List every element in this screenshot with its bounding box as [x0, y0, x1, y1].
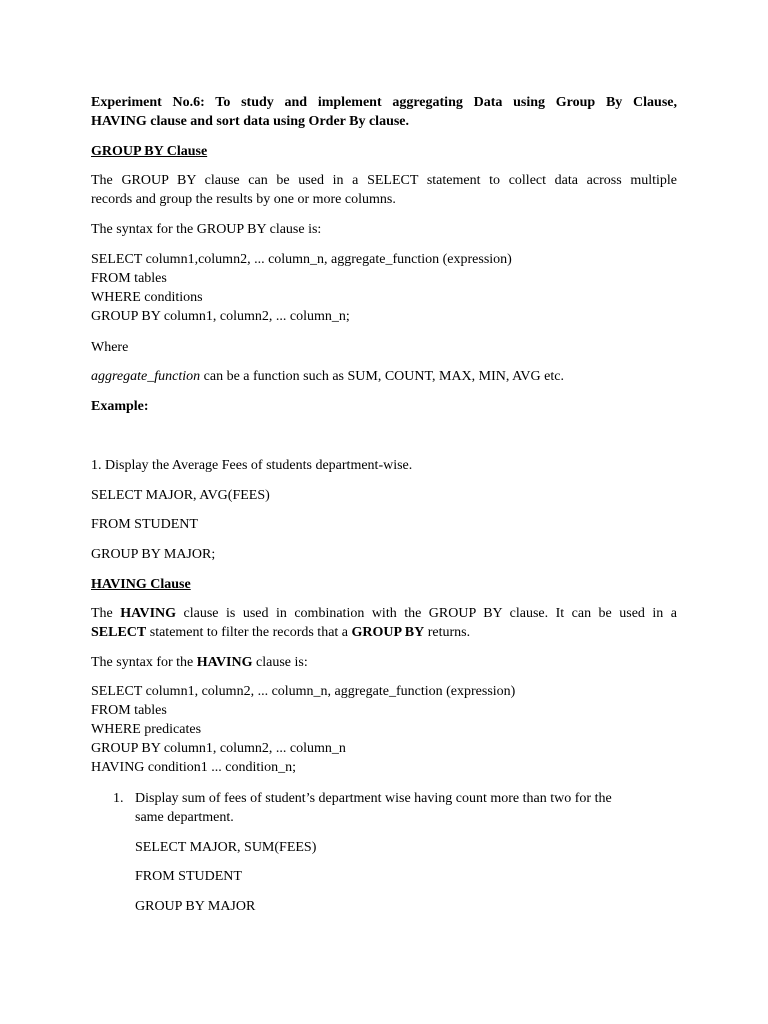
groupby-heading: GROUP BY Clause — [91, 144, 208, 159]
having-heading: HAVING Clause — [91, 577, 191, 592]
aggregate-function-desc — [91, 367, 677, 386]
experiment-title-cont — [91, 112, 677, 131]
having-keyword: HAVING — [120, 606, 177, 621]
groupby-syntax-line: FROM tables — [91, 271, 167, 286]
experiment-title — [91, 93, 677, 112]
title-line-1: Experiment No.6: To study and implement aggregating Data using Group By Clause, — [91, 95, 677, 110]
having-desc-part: The — [91, 606, 121, 621]
having-syntax-line: SELECT column1, column2, ... column_n, aggregate_function (expression) — [91, 684, 516, 699]
list-item-number: 1. — [113, 791, 124, 806]
having-desc-part: statement to filter the records that a — [146, 625, 352, 640]
groupby-desc-text-1: The GROUP BY clause can be used in a SELECT statement to collect data across multiple — [91, 173, 677, 188]
having-syntax-line: WHERE predicates — [91, 722, 202, 737]
select-keyword: SELECT — [91, 625, 147, 640]
having-syntax-intro-part: The syntax for the — [91, 655, 197, 670]
groupby-desc-line-1 — [91, 171, 677, 190]
groupby-query-line: GROUP BY MAJOR; — [91, 547, 216, 562]
having-syntax-line: HAVING condition1 ... condition_n; — [91, 760, 297, 775]
having-syntax-intro — [91, 653, 677, 672]
aggregate-function-term: aggregate_function — [91, 369, 201, 384]
having-desc-line-2 — [91, 623, 677, 642]
having-desc-text-1 — [91, 604, 677, 623]
where-label: Where — [91, 340, 129, 355]
list-item-line: same department. — [135, 810, 234, 825]
having-syntax-block — [91, 682, 677, 777]
having-desc-line-1 — [91, 604, 677, 623]
groupby-keyword: GROUP BY — [351, 625, 425, 640]
groupby-desc-line-2: records and group the results by one or more columns. — [91, 192, 396, 207]
groupby-syntax-line: SELECT column1,column2, ... column_n, aggregate_function (expression) — [91, 252, 512, 267]
example-1-text: 1. Display the Average Fees of students department-wise. — [91, 458, 413, 473]
having-syntax-intro-part: clause is: — [252, 655, 308, 670]
having-query-line: SELECT MAJOR, SUM(FEES) — [135, 840, 317, 855]
having-syntax-line: GROUP BY column1, column2, ... column_n — [91, 741, 346, 756]
groupby-syntax-block — [91, 250, 677, 326]
example-label: Example: — [91, 399, 149, 414]
having-query-line: GROUP BY MAJOR — [135, 899, 256, 914]
having-desc-part: returns. — [424, 625, 471, 640]
groupby-syntax-intro: The syntax for the GROUP BY clause is: — [91, 222, 322, 237]
having-desc-part: clause is used in combination with the GROUP BY clause. It can be used in a — [176, 606, 678, 621]
having-query-line: FROM STUDENT — [135, 869, 242, 884]
list-item-line: Display sum of fees of student’s department wise having count more than two for the — [135, 791, 612, 806]
having-syntax-line: FROM tables — [91, 703, 167, 718]
having-keyword: HAVING — [196, 655, 253, 670]
groupby-syntax-line: GROUP BY column1, column2, ... column_n; — [91, 309, 350, 324]
aggregate-function-text: can be a function such as SUM, COUNT, MAX, MIN, AVG etc. — [200, 369, 564, 384]
title-line-2: HAVING clause and sort data using Order By clause. — [91, 114, 410, 129]
groupby-query-line: FROM STUDENT — [91, 517, 198, 532]
groupby-syntax-line: WHERE conditions — [91, 290, 203, 305]
list-item — [135, 789, 665, 827]
groupby-query-line: SELECT MAJOR, AVG(FEES) — [91, 488, 270, 503]
